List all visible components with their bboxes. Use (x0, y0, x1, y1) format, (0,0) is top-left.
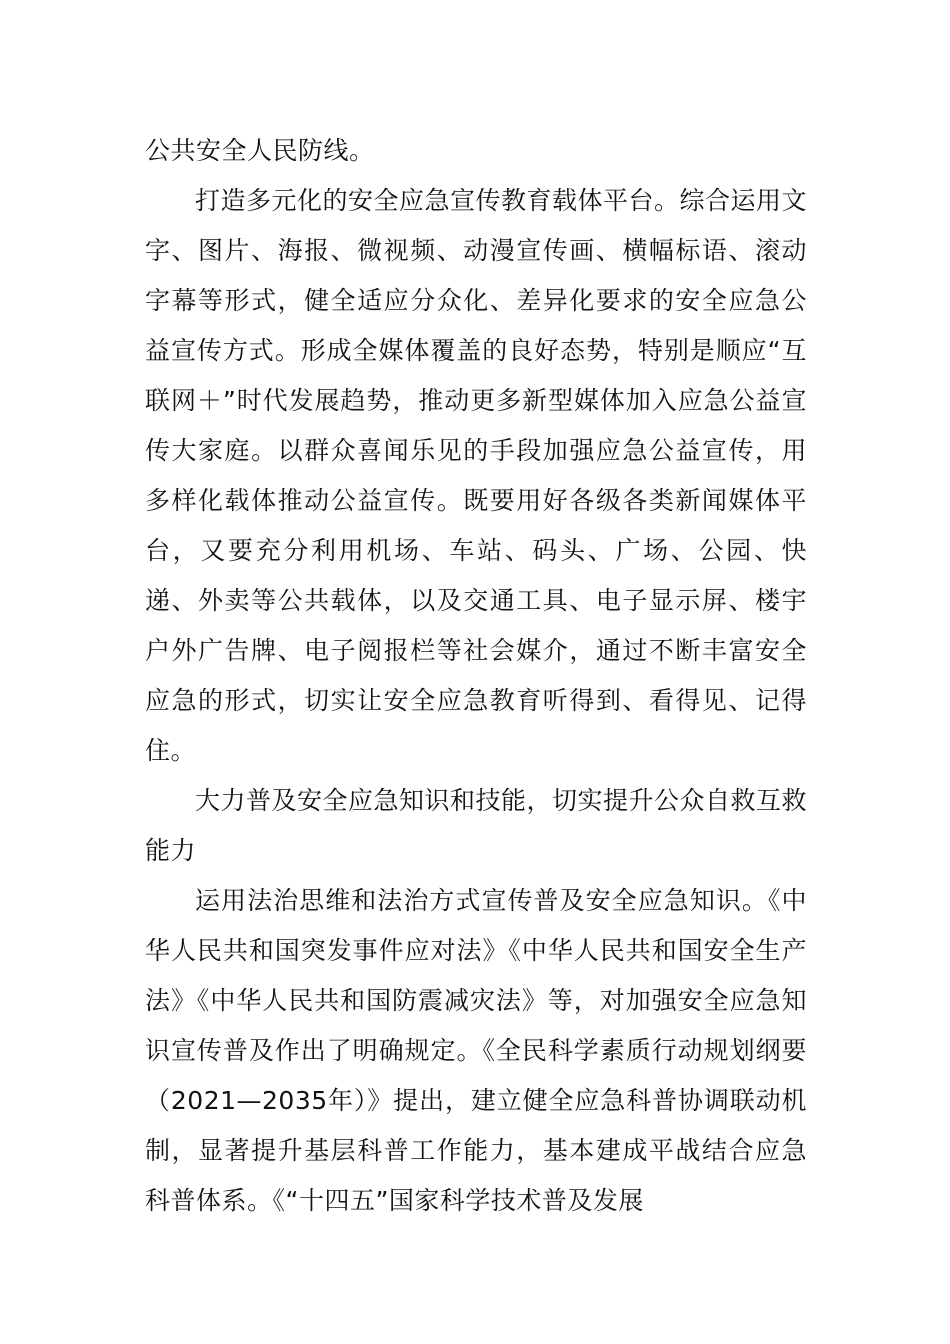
document-body (145, 126, 807, 1226)
paragraph-media-platform: 打造多元化的安全应急宣传教育载体平台。综合运用文字、图片、海报、微视频、动漫宣传画、横幅标语、滚动字幕等形式，健全适应分众化、差异化要求的安全应急公益宣传方式。形成全媒体覆盖的良好态势，特别是顺应“互联网＋”时代发展趋势，推动更多新型媒体加入应急公益宣传大家庭。以群众喜闻乐见的手段加强应急公益宣传，用多样化载体推动公益宣传。既要用好各级各类新闻媒体平台，又要充分利用机场、车站、码头、广场、公园、快递、外卖等公共载体，以及交通工具、电子显示屏、楼宇户外广告牌、电子阅报栏等社会媒介，通过不断丰富安全应急的形式，切实让安全应急教育听得到、看得见、记得住。 (145, 186, 808, 765)
paragraph-legal-thinking: 运用法治思维和法治方式宣传普及安全应急知识。《中华人民共和国突发事件应对法》《中华人民共和国安全生产法》《中华人民共和国防震减灾法》等，对加强安全应急知识宣传普及作出了明确规定。《全民科学素质行动规划纲要（2021—2035年）》提出，建立健全应急科普协调联动机制，显著提升基层科普工作能力，基本建成平战结合应急科普体系。《“十四五”国家科学技术普及发展 (145, 886, 807, 1215)
paragraph-continuation: 公共安全人民防线。 (145, 136, 375, 165)
section-heading-knowledge-skills: 大力普及安全应急知识和技能，切实提升公众自救互救能力 (145, 786, 808, 865)
